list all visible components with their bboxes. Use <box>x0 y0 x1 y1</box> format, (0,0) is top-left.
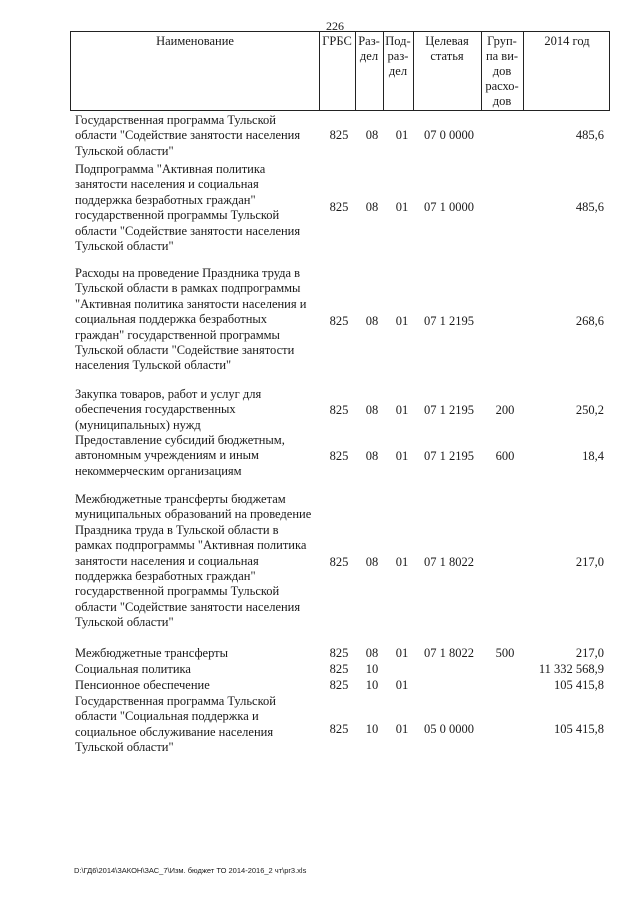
row-grbs: 825 <box>329 646 349 660</box>
row-grbs: 825 <box>329 722 349 736</box>
row-grbs: 825 <box>329 555 349 569</box>
row-celevaya: 07 1 8022 <box>424 555 474 569</box>
row-podrazdel: 01 <box>395 722 409 736</box>
row-celevaya: 07 0 0000 <box>424 128 474 142</box>
row-sum: 217,0 <box>575 555 604 569</box>
row-name: Закупка товаров, работ и услуг для обеспечения государственных (муниципальных) нужд <box>75 387 262 432</box>
row-podrazdel: 01 <box>395 449 409 463</box>
row-grbs: 825 <box>329 128 349 142</box>
row-sum: 105 415,8 <box>554 678 604 692</box>
row-razdel: 08 <box>365 200 379 214</box>
row-razdel: 10 <box>365 722 379 736</box>
row-name: Расходы на проведение Праздника труда в Тульской области в рамках подпрограммы "Активная политика занятости населения и социальная поддержка безработных граждан" государственной программы Тульской области "Содействие занятости населения Тульской области" <box>75 266 307 373</box>
row-celevaya: 07 1 2195 <box>424 403 474 417</box>
header-razdel: Раз- дел <box>358 34 380 63</box>
row-celevaya: 05 0 0000 <box>424 722 474 736</box>
row-podrazdel: 01 <box>395 555 409 569</box>
row-grbs: 825 <box>329 449 349 463</box>
row-podrazdel: 01 <box>395 128 409 142</box>
row-sum: 485,6 <box>575 200 604 214</box>
row-podrazdel: 01 <box>395 646 409 660</box>
row-sum: 105 415,8 <box>554 722 604 736</box>
row-celevaya: 07 1 8022 <box>424 646 474 660</box>
header-name: Наименование <box>156 34 234 48</box>
row-grbs: 825 <box>329 678 349 692</box>
row-razdel: 10 <box>365 662 379 676</box>
row-celevaya: 07 1 2195 <box>424 449 474 463</box>
header-podrazdel: Под- раз- дел <box>385 34 411 78</box>
row-grbs: 825 <box>329 403 349 417</box>
row-name: Подпрограмма "Активная политика занятости населения и социальная поддержка безработных граждан" государственной программы Тульской области "Содействие занятости населения Тульской области" <box>75 162 301 254</box>
row-sum: 268,6 <box>575 314 604 328</box>
row-grbs: 825 <box>329 662 349 676</box>
row-sum: 217,0 <box>575 646 604 660</box>
row-gruppa: 500 <box>495 646 515 660</box>
row-name: Пенсионное обеспечение <box>75 678 210 692</box>
row-celevaya: 07 1 2195 <box>424 314 474 328</box>
row-gruppa: 200 <box>495 403 515 417</box>
row-celevaya: 07 1 0000 <box>424 200 474 214</box>
row-name: Государственная программа Тульской области "Содействие занятости населения Тульской области" <box>75 113 301 158</box>
header-gruppa: Груп- па ви- дов расхо- дов <box>485 34 519 108</box>
row-razdel: 08 <box>365 403 379 417</box>
row-name: Предоставление субсидий бюджетным, автономным учреждениям и иным некоммерческим организациям <box>75 433 285 478</box>
row-sum: 11 332 568,9 <box>538 662 604 676</box>
row-podrazdel: 01 <box>395 678 409 692</box>
row-sum: 18,4 <box>582 449 604 463</box>
page-number: 226 <box>326 19 344 33</box>
row-razdel: 08 <box>365 646 379 660</box>
row-name: Социальная политика <box>75 662 191 676</box>
row-name: Межбюджетные трансферты <box>75 646 229 660</box>
row-razdel: 08 <box>365 128 379 142</box>
row-razdel: 08 <box>365 555 379 569</box>
row-sum: 485,6 <box>575 128 604 142</box>
row-grbs: 825 <box>329 200 349 214</box>
header-year: 2014 год <box>544 34 590 48</box>
row-gruppa: 600 <box>495 449 515 463</box>
footer-file-path: D:\ГД6\2014\ЗАКОН\ЗАС_7\Изм. бюджет ТО 2014-2016_2 чт\pr3.xls <box>74 866 307 875</box>
row-razdel: 08 <box>365 314 379 328</box>
row-podrazdel: 01 <box>395 314 409 328</box>
header-celevaya: Целевая статья <box>425 34 469 63</box>
row-podrazdel: 01 <box>395 403 409 417</box>
row-podrazdel: 01 <box>395 200 409 214</box>
row-name: Государственная программа Тульской области "Социальная поддержка и социальное обслуживание населения Тульской области" <box>75 694 276 755</box>
row-razdel: 08 <box>365 449 379 463</box>
table-header <box>70 31 610 111</box>
row-razdel: 10 <box>365 678 379 692</box>
header-grbs: ГРБС <box>322 34 352 48</box>
row-name: Межбюджетные трансферты бюджетам муниципальных образований на проведение Праздника труда в Тульской области в рамках подпрограммы "Активная политика занятости населения и социальная поддержка безработных граждан" государственной программы Тульской области "Содействие занятости населения Тульской области" <box>75 492 312 630</box>
row-grbs: 825 <box>329 314 349 328</box>
row-sum: 250,2 <box>575 403 604 417</box>
